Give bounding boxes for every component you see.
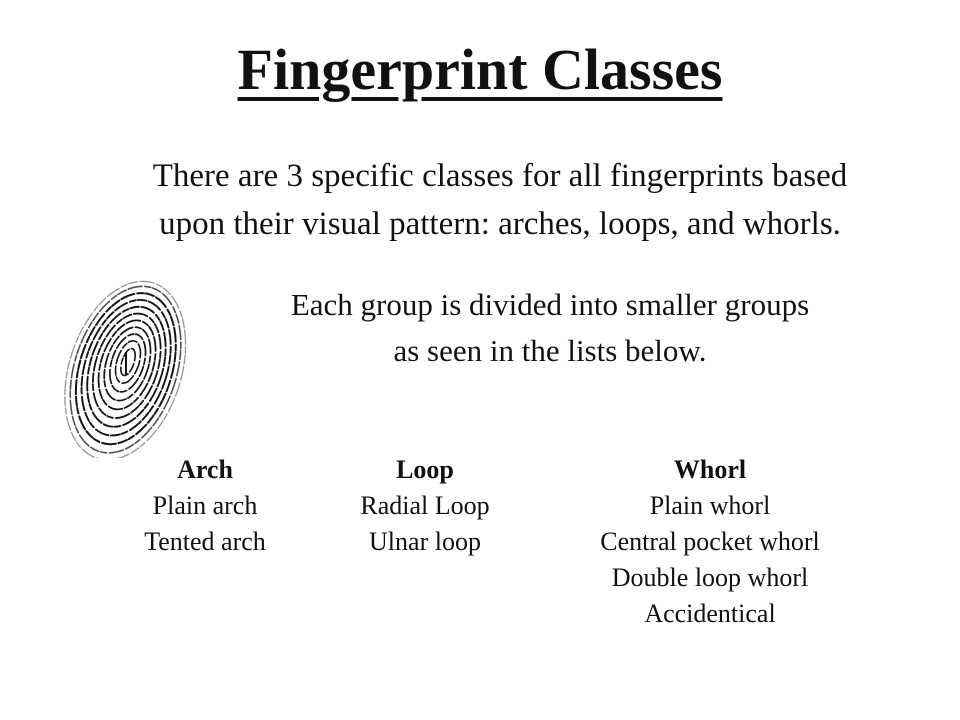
loop-heading: Loop bbox=[396, 455, 454, 484]
whorl-column bbox=[560, 452, 860, 632]
arch-item: Tented arch bbox=[144, 527, 266, 556]
arch-item: Plain arch bbox=[152, 491, 258, 520]
whorl-item: Plain whorl bbox=[649, 491, 771, 520]
whorl-item: Accidentical bbox=[644, 599, 776, 628]
intro-paragraph bbox=[60, 152, 940, 248]
intro-line: There are 3 specific classes for all fingerprints based bbox=[152, 158, 848, 194]
loop-item: Ulnar loop bbox=[369, 527, 481, 556]
slide-title: Fingerprint Classes bbox=[237, 37, 723, 102]
groups-paragraph bbox=[190, 282, 910, 374]
arch-heading: Arch bbox=[177, 455, 233, 484]
fingerprint-icon bbox=[56, 262, 196, 458]
intro-line: upon their visual pattern: arches, loops, and whorls. bbox=[159, 206, 841, 242]
whorl-item: Double loop whorl bbox=[611, 563, 809, 592]
groups-line: Each group is divided into smaller groups bbox=[290, 287, 810, 322]
loop-item: Radial Loop bbox=[360, 491, 490, 520]
whorl-heading: Whorl bbox=[673, 455, 747, 484]
whorl-item: Central pocket whorl bbox=[600, 527, 820, 556]
arch-column bbox=[110, 452, 300, 560]
groups-line: as seen in the lists below. bbox=[393, 333, 707, 368]
loop-column bbox=[330, 452, 520, 560]
